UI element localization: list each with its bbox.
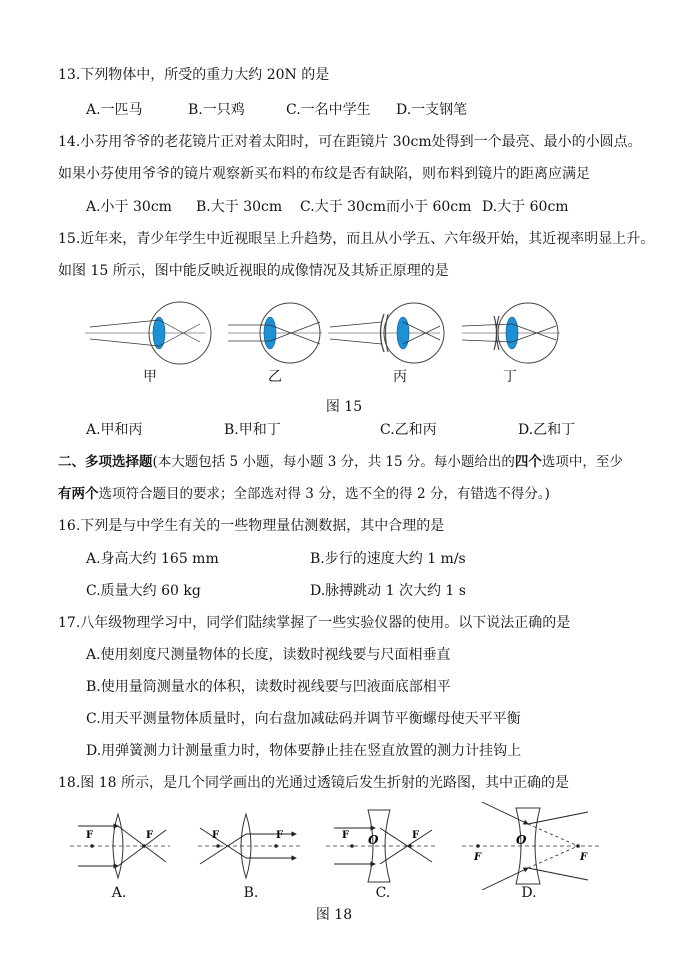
lens-a-focus-right: F — [146, 830, 154, 841]
lens-d-focus-left: F — [474, 852, 482, 863]
lens-c-center-o: O — [368, 833, 379, 847]
q14-option-d: D.大于 60cm — [482, 199, 569, 215]
q16-option-c: C.质量大约 60 kg — [86, 583, 201, 599]
lens-c-focus-left: F — [342, 830, 350, 841]
fig15-label-yi: 乙 — [268, 369, 282, 385]
lens-b-focus-left: F — [212, 830, 220, 841]
fig18-label-a: A. — [111, 885, 127, 901]
figure-15-eye-diagrams — [0, 300, 688, 400]
figure-18-lens-diagrams — [0, 796, 688, 896]
eye-diagram-jia — [85, 302, 211, 364]
q15-stem-line2: 如图 15 所示，图中能反映近视眼的成像情况及其矫正原理的是 — [58, 263, 449, 279]
eye-diagram-ding — [462, 303, 560, 363]
q14-option-a: A.小于 30cm — [86, 199, 172, 215]
lens-a-focus-left: F — [86, 830, 94, 841]
section-2-title: 二、多项选择题 — [58, 454, 153, 470]
figure-15-caption: 图 15 — [325, 399, 363, 415]
fig18-label-d: D. — [521, 885, 537, 901]
q16-option-b: B.步行的速度大约 1 m/s — [310, 551, 466, 567]
section-2-rule-part2: 选项中，至少 — [541, 454, 623, 470]
q17-option-a: A.使用刻度尺测量物体的长度，读数时视线要与尺面相垂直 — [86, 647, 451, 663]
q14-stem-line2: 如果小芬使用爷爷的镜片观察新买布料的布纹是否有缺陷，则布料到镜片的距离应满足 — [58, 166, 590, 182]
section-2-line2-rest: 选项符合题目的要求；全部选对得 3 分，选不全的得 2 分，有错选不得分。) — [98, 486, 550, 502]
q14-option-b: B.大于 30cm — [196, 199, 283, 215]
eye-diagram-yi — [228, 303, 322, 363]
figure-18-caption: 图 18 — [315, 907, 353, 923]
q13-option-b: B.一只鸡 — [188, 102, 245, 118]
q13-option-a: A.一匹马 — [86, 102, 143, 118]
q13-stem: 13.下列物体中，所受的重力大约 20N 的是 — [58, 67, 330, 83]
q16-option-d: D.脉搏跳动 1 次大约 1 s — [310, 583, 466, 599]
lens-diagram-b — [198, 814, 300, 878]
eye-diagram-bing — [328, 303, 444, 363]
q17-stem: 17.八年级物理学习中，同学们陆续掌握了一些实验仪器的使用。以下说法正确的是 — [58, 615, 571, 631]
section-2-header-line2 — [58, 485, 550, 503]
lens-c-focus-right: F — [412, 830, 420, 841]
q17-option-c: C.用天平测量物体质量时，向右盘加减砝码并调节平衡螺母使天平平衡 — [86, 711, 521, 727]
section-2-rule-bold: 四个 — [514, 454, 542, 470]
lens-diagram-d — [462, 802, 600, 890]
q15-stem-line1: 15.近年来，青少年学生中近视眼呈上升趋势，而且从小学五、六年级开始，其近视率明显上升。 — [58, 231, 655, 247]
q15-option-a: A.甲和丙 — [86, 422, 143, 438]
q15-option-c: C.乙和丙 — [380, 422, 437, 438]
fig18-label-c: C. — [375, 885, 391, 901]
q13-option-d: D.一支钢笔 — [396, 102, 468, 118]
fig18-label-b: B. — [243, 885, 259, 901]
q15-option-b: B.甲和丁 — [224, 422, 281, 438]
fig15-label-ding: 丁 — [503, 369, 517, 385]
section-2-rule-part1: (本大题包括 5 小题，每小题 3 分，共 15 分。每小题给出的 — [152, 454, 515, 470]
q14-option-c: C.大于 30cm而小于 60cm — [300, 199, 472, 215]
q17-option-b: B.使用量筒测量水的体积，读数时视线要与凹液面底部相平 — [86, 679, 451, 695]
q18-stem: 18.图 18 所示，是几个同学画出的光通过透镜后发生折射的光路图，其中正确的是 — [58, 775, 569, 791]
lens-b-focus-right: F — [276, 830, 284, 841]
q15-option-d: D.乙和丁 — [518, 422, 576, 438]
lens-diagram-c — [326, 810, 436, 882]
lens-d-focus-right: F — [580, 852, 588, 863]
q13-option-c: C.一名中学生 — [286, 102, 371, 118]
section-2-line2-bold: 有两个 — [58, 486, 99, 502]
fig15-label-jia: 甲 — [143, 369, 157, 385]
lens-d-center-o: O — [516, 833, 527, 847]
q16-option-a: A.身高大约 165 mm — [86, 551, 219, 567]
q16-stem: 16.下列是与中学生有关的一些物理量估测数据，其中合理的是 — [58, 518, 445, 534]
q17-option-d: D.用弹簧测力计测量重力时，物体要静止挂在竖直放置的测力计挂钩上 — [86, 743, 522, 759]
fig15-label-bing: 丙 — [393, 369, 407, 385]
section-2-header-line1 — [58, 453, 623, 471]
lens-diagram-a — [70, 814, 170, 878]
q14-stem-line1: 14.小芬用爷爷的老花镜片正对着太阳时，可在距镜片 30cm处得到一个最亮、最小的小圆点。 — [58, 134, 642, 150]
